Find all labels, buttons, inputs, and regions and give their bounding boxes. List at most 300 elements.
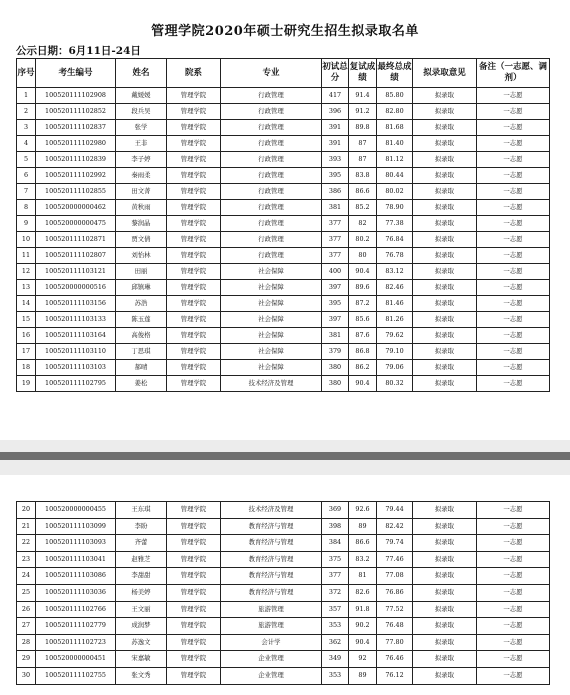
table-cell: 段兵吴 bbox=[116, 104, 167, 120]
table-cell: 19 bbox=[17, 376, 36, 392]
table-row bbox=[17, 152, 550, 168]
table-cell: 82.80 bbox=[377, 104, 413, 120]
table-cell: 一志愿 bbox=[477, 296, 550, 312]
table-cell: 一志愿 bbox=[477, 136, 550, 152]
table-cell: 87.6 bbox=[349, 328, 377, 344]
table-cell: 100520111102980 bbox=[36, 136, 116, 152]
table-cell: 91.4 bbox=[349, 88, 377, 104]
table-cell: 行政管理 bbox=[221, 248, 322, 264]
table-row bbox=[17, 120, 550, 136]
table-cell: 行政管理 bbox=[221, 200, 322, 216]
table-cell: 100520111103110 bbox=[36, 344, 116, 360]
table-cell: 会计学 bbox=[221, 634, 322, 651]
header-cell: 复试成绩 bbox=[349, 59, 377, 88]
table-cell: 30 bbox=[17, 667, 36, 684]
table-cell: 86.6 bbox=[349, 535, 377, 552]
table-cell: 企业管理 bbox=[221, 651, 322, 668]
table-cell: 77.08 bbox=[377, 568, 413, 585]
table-cell: 100520000000451 bbox=[36, 651, 116, 668]
table-cell: 一志愿 bbox=[477, 328, 550, 344]
table-cell: 管理学院 bbox=[167, 152, 221, 168]
table-cell: 100520111102779 bbox=[36, 618, 116, 635]
table-cell: 92 bbox=[349, 651, 377, 668]
table-cell: 一志愿 bbox=[477, 232, 550, 248]
table-cell: 管理学院 bbox=[167, 184, 221, 200]
table-cell: 83.12 bbox=[377, 264, 413, 280]
table-row bbox=[17, 104, 550, 120]
table-cell: 管理学院 bbox=[167, 568, 221, 585]
table-cell: 一志愿 bbox=[477, 360, 550, 376]
table-cell: 行政管理 bbox=[221, 184, 322, 200]
table-cell: 管理学院 bbox=[167, 518, 221, 535]
table-cell: 旅游管理 bbox=[221, 601, 322, 618]
table-cell: 王非 bbox=[116, 136, 167, 152]
table-cell: 技术经济及管理 bbox=[221, 502, 322, 519]
table-cell: 行政管理 bbox=[221, 152, 322, 168]
table-cell: 76.12 bbox=[377, 667, 413, 684]
table-cell: 拟录取 bbox=[413, 136, 477, 152]
table-cell: 拟录取 bbox=[413, 312, 477, 328]
table-cell: 管理学院 bbox=[167, 601, 221, 618]
table-cell: 87 bbox=[349, 136, 377, 152]
table-cell: 13 bbox=[17, 280, 36, 296]
table-cell: 管理学院 bbox=[167, 551, 221, 568]
table-cell: 管理学院 bbox=[167, 216, 221, 232]
table-cell: 395 bbox=[322, 168, 349, 184]
table-cell: 拟录取 bbox=[413, 535, 477, 552]
table-cell: 贾文倩 bbox=[116, 232, 167, 248]
table-cell: 黎润晶 bbox=[116, 216, 167, 232]
table-cell: 宋嘉敏 bbox=[116, 651, 167, 668]
table-cell: 3 bbox=[17, 120, 36, 136]
table-row bbox=[17, 502, 550, 519]
table-cell: 社会保障 bbox=[221, 264, 322, 280]
table-cell: 社会保障 bbox=[221, 328, 322, 344]
table-cell: 91.8 bbox=[349, 601, 377, 618]
table-cell: 一志愿 bbox=[477, 651, 550, 668]
table-cell: 管理学院 bbox=[167, 618, 221, 635]
table-cell: 100520111103036 bbox=[36, 584, 116, 601]
table-cell: 教育经济与管理 bbox=[221, 584, 322, 601]
table-cell: 80.2 bbox=[349, 232, 377, 248]
table-cell: 395 bbox=[322, 296, 349, 312]
table-cell: 行政管理 bbox=[221, 88, 322, 104]
table-cell: 22 bbox=[17, 535, 36, 552]
table-cell: 管理学院 bbox=[167, 296, 221, 312]
table-cell: 77.46 bbox=[377, 551, 413, 568]
table-cell: 377 bbox=[322, 568, 349, 585]
table-row bbox=[17, 376, 550, 392]
table-row bbox=[17, 312, 550, 328]
table-cell: 10 bbox=[17, 232, 36, 248]
table-cell: 89.8 bbox=[349, 120, 377, 136]
table-cell: 81.68 bbox=[377, 120, 413, 136]
table-cell: 拟录取 bbox=[413, 651, 477, 668]
table-cell: 拟录取 bbox=[413, 264, 477, 280]
table-cell: 拟录取 bbox=[413, 551, 477, 568]
table-cell: 16 bbox=[17, 328, 36, 344]
table-row bbox=[17, 200, 550, 216]
table-row bbox=[17, 232, 550, 248]
table-cell: 拟录取 bbox=[413, 618, 477, 635]
table-cell: 100520000000475 bbox=[36, 216, 116, 232]
table-cell: 90.4 bbox=[349, 264, 377, 280]
table-cell: 372 bbox=[322, 584, 349, 601]
table-row bbox=[17, 248, 550, 264]
table-cell: 14 bbox=[17, 296, 36, 312]
header-cell: 序号 bbox=[17, 59, 36, 88]
table-row bbox=[17, 88, 550, 104]
table-cell: 一志愿 bbox=[477, 535, 550, 552]
table-row bbox=[17, 136, 550, 152]
table-cell: 384 bbox=[322, 535, 349, 552]
table-cell: 21 bbox=[17, 518, 36, 535]
table-cell: 377 bbox=[322, 248, 349, 264]
table-cell: 拟录取 bbox=[413, 376, 477, 392]
table-row bbox=[17, 618, 550, 635]
table-cell: 2 bbox=[17, 104, 36, 120]
table-cell: 一志愿 bbox=[477, 152, 550, 168]
table-cell: 79.10 bbox=[377, 344, 413, 360]
table-cell: 拟录取 bbox=[413, 502, 477, 519]
table-cell: 398 bbox=[322, 518, 349, 535]
table-cell: 一志愿 bbox=[477, 264, 550, 280]
table-cell: 拟录取 bbox=[413, 584, 477, 601]
table-cell: 拟录取 bbox=[413, 168, 477, 184]
table-cell: 一志愿 bbox=[477, 601, 550, 618]
table-cell: 25 bbox=[17, 584, 36, 601]
table-cell: 90.2 bbox=[349, 618, 377, 635]
table-cell: 380 bbox=[322, 360, 349, 376]
table-cell: 100520000000516 bbox=[36, 280, 116, 296]
table-row bbox=[17, 584, 550, 601]
table-cell: 353 bbox=[322, 618, 349, 635]
table-cell: 杨美婷 bbox=[116, 584, 167, 601]
table-cell: 齐蕾 bbox=[116, 535, 167, 552]
table-cell: 管理学院 bbox=[167, 88, 221, 104]
table-cell: 391 bbox=[322, 136, 349, 152]
table-cell: 357 bbox=[322, 601, 349, 618]
table-cell: 80.32 bbox=[377, 376, 413, 392]
table-cell: 417 bbox=[322, 88, 349, 104]
table-cell: 黄秋雨 bbox=[116, 200, 167, 216]
table-cell: 87 bbox=[349, 152, 377, 168]
table-cell: 拟录取 bbox=[413, 568, 477, 585]
table-cell: 管理学院 bbox=[167, 360, 221, 376]
table-cell: 86.8 bbox=[349, 344, 377, 360]
table-cell: 管理学院 bbox=[167, 136, 221, 152]
table-row bbox=[17, 667, 550, 684]
table-cell: 拟录取 bbox=[413, 88, 477, 104]
table-row bbox=[17, 601, 550, 618]
table-cell: 管理学院 bbox=[167, 634, 221, 651]
table-cell: 一志愿 bbox=[477, 568, 550, 585]
table-row bbox=[17, 551, 550, 568]
table-cell: 管理学院 bbox=[167, 535, 221, 552]
table-cell: 管理学院 bbox=[167, 168, 221, 184]
table-cell: 一志愿 bbox=[477, 88, 550, 104]
table-cell: 89 bbox=[349, 667, 377, 684]
table-cell: 管理学院 bbox=[167, 248, 221, 264]
table-cell: 81.40 bbox=[377, 136, 413, 152]
table-cell: 81.12 bbox=[377, 152, 413, 168]
table-cell: 王文丽 bbox=[116, 601, 167, 618]
table-cell: 一志愿 bbox=[477, 618, 550, 635]
table-cell: 89 bbox=[349, 518, 377, 535]
table-cell: 管理学院 bbox=[167, 280, 221, 296]
table-cell: 一志愿 bbox=[477, 216, 550, 232]
table-cell: 王东琪 bbox=[116, 502, 167, 519]
table-cell: 一志愿 bbox=[477, 280, 550, 296]
table-cell: 400 bbox=[322, 264, 349, 280]
admission-table-page-2 bbox=[16, 501, 550, 685]
table-cell: 81.26 bbox=[377, 312, 413, 328]
table-cell: 一志愿 bbox=[477, 551, 550, 568]
table-cell: 77.38 bbox=[377, 216, 413, 232]
table-cell: 张文秀 bbox=[116, 667, 167, 684]
table-cell: 100520111102837 bbox=[36, 120, 116, 136]
table-cell: 82.42 bbox=[377, 518, 413, 535]
table-cell: 6 bbox=[17, 168, 36, 184]
table-cell: 100520111103133 bbox=[36, 312, 116, 328]
table-cell: 管理学院 bbox=[167, 376, 221, 392]
table-cell: 一志愿 bbox=[477, 376, 550, 392]
table-cell: 79.74 bbox=[377, 535, 413, 552]
table-cell: 380 bbox=[322, 376, 349, 392]
table-cell: 89.6 bbox=[349, 280, 377, 296]
table-cell: 12 bbox=[17, 264, 36, 280]
table-cell: 397 bbox=[322, 280, 349, 296]
table-cell: 79.62 bbox=[377, 328, 413, 344]
table-cell: 一志愿 bbox=[477, 584, 550, 601]
table-cell: 86.2 bbox=[349, 360, 377, 376]
table-cell: 管理学院 bbox=[167, 667, 221, 684]
table-cell: 82.6 bbox=[349, 584, 377, 601]
table-cell: 85.2 bbox=[349, 200, 377, 216]
table-cell: 11 bbox=[17, 248, 36, 264]
table-cell: 100520111102839 bbox=[36, 152, 116, 168]
table-cell: 86.6 bbox=[349, 184, 377, 200]
table-cell: 拟录取 bbox=[413, 518, 477, 535]
table-cell: 90.4 bbox=[349, 376, 377, 392]
table-cell: 秦雨柔 bbox=[116, 168, 167, 184]
table-cell: 7 bbox=[17, 184, 36, 200]
table-cell: 100520111102852 bbox=[36, 104, 116, 120]
table-cell: 拟录取 bbox=[413, 360, 477, 376]
table-header-row bbox=[17, 59, 550, 88]
table-cell: 15 bbox=[17, 312, 36, 328]
table-cell: 100520000000462 bbox=[36, 200, 116, 216]
table-cell: 拟录取 bbox=[413, 280, 477, 296]
table-cell: 80 bbox=[349, 248, 377, 264]
table-cell: 381 bbox=[322, 200, 349, 216]
table-cell: 一志愿 bbox=[477, 502, 550, 519]
table-cell: 管理学院 bbox=[167, 584, 221, 601]
table-cell: 李甜甜 bbox=[116, 568, 167, 585]
table-cell: 92.6 bbox=[349, 502, 377, 519]
table-cell: 行政管理 bbox=[221, 136, 322, 152]
table-cell: 拟录取 bbox=[413, 104, 477, 120]
table-body bbox=[17, 88, 550, 392]
table-cell: 拟录取 bbox=[413, 232, 477, 248]
table-cell: 100520111103103 bbox=[36, 360, 116, 376]
table-cell: 张学 bbox=[116, 120, 167, 136]
table-cell: 9 bbox=[17, 216, 36, 232]
table-cell: 377 bbox=[322, 216, 349, 232]
table-cell: 379 bbox=[322, 344, 349, 360]
table-cell: 苏逸文 bbox=[116, 634, 167, 651]
table-cell: 刘怡林 bbox=[116, 248, 167, 264]
table-cell: 赵雅芝 bbox=[116, 551, 167, 568]
table-cell: 一志愿 bbox=[477, 168, 550, 184]
table-cell: 391 bbox=[322, 120, 349, 136]
table-cell: 100520111103121 bbox=[36, 264, 116, 280]
table-cell: 李盼 bbox=[116, 518, 167, 535]
table-cell: 397 bbox=[322, 312, 349, 328]
table-cell: 381 bbox=[322, 328, 349, 344]
table-cell: 81 bbox=[349, 568, 377, 585]
table-cell: 81.46 bbox=[377, 296, 413, 312]
table-cell: 行政管理 bbox=[221, 216, 322, 232]
table-cell: 91.2 bbox=[349, 104, 377, 120]
table-cell: 4 bbox=[17, 136, 36, 152]
table-cell: 100520111102855 bbox=[36, 184, 116, 200]
table-cell: 349 bbox=[322, 651, 349, 668]
table-cell: 24 bbox=[17, 568, 36, 585]
table-cell: 行政管理 bbox=[221, 120, 322, 136]
table-cell: 拟录取 bbox=[413, 634, 477, 651]
table-row bbox=[17, 168, 550, 184]
table-cell: 拟录取 bbox=[413, 328, 477, 344]
table-cell: 社会保障 bbox=[221, 360, 322, 376]
table-cell: 8 bbox=[17, 200, 36, 216]
table-cell: 29 bbox=[17, 651, 36, 668]
header-cell: 备注（一志愿、调剂） bbox=[477, 59, 550, 88]
table-cell: 行政管理 bbox=[221, 232, 322, 248]
table-row bbox=[17, 518, 550, 535]
admission-table-page-1 bbox=[16, 58, 550, 392]
table-cell: 100520111103086 bbox=[36, 568, 116, 585]
table-cell: 拟录取 bbox=[413, 667, 477, 684]
table-cell: 教育经济与管理 bbox=[221, 518, 322, 535]
table-cell: 技术经济及管理 bbox=[221, 376, 322, 392]
header-cell: 院系 bbox=[167, 59, 221, 88]
table-cell: 行政管理 bbox=[221, 104, 322, 120]
table-cell: 87.2 bbox=[349, 296, 377, 312]
table-row bbox=[17, 328, 550, 344]
table-cell: 100520111103099 bbox=[36, 518, 116, 535]
table-row bbox=[17, 296, 550, 312]
table-cell: 邱镇琳 bbox=[116, 280, 167, 296]
table-cell: 管理学院 bbox=[167, 328, 221, 344]
table-cell: 100520111103041 bbox=[36, 551, 116, 568]
page-title: 管理学院2020年硕士研究生招生拟录取名单 bbox=[151, 24, 419, 39]
table-cell: 拟录取 bbox=[413, 216, 477, 232]
table-cell: 362 bbox=[322, 634, 349, 651]
table-cell: 一志愿 bbox=[477, 104, 550, 120]
table-cell: 高俊格 bbox=[116, 328, 167, 344]
table-cell: 一志愿 bbox=[477, 344, 550, 360]
table-cell: 100520111102723 bbox=[36, 634, 116, 651]
header-cell: 姓名 bbox=[116, 59, 167, 88]
table-row bbox=[17, 280, 550, 296]
table-cell: 一志愿 bbox=[477, 248, 550, 264]
notice-date: 公示日期：6月11日-24日 bbox=[16, 45, 141, 57]
table-cell: 一志愿 bbox=[477, 634, 550, 651]
table-cell: 管理学院 bbox=[167, 120, 221, 136]
table-cell: 375 bbox=[322, 551, 349, 568]
table-cell: 管理学院 bbox=[167, 264, 221, 280]
table-cell: 教育经济与管理 bbox=[221, 551, 322, 568]
table-row bbox=[17, 568, 550, 585]
table-cell: 管理学院 bbox=[167, 232, 221, 248]
table-cell: 拟录取 bbox=[413, 200, 477, 216]
table-cell: 76.78 bbox=[377, 248, 413, 264]
table-cell: 郝晴 bbox=[116, 360, 167, 376]
table-cell: 管理学院 bbox=[167, 312, 221, 328]
table-row bbox=[17, 184, 550, 200]
table-cell: 管理学院 bbox=[167, 200, 221, 216]
table-cell: 行政管理 bbox=[221, 168, 322, 184]
table-cell: 79.44 bbox=[377, 502, 413, 519]
table-cell: 83.2 bbox=[349, 551, 377, 568]
table-row bbox=[17, 634, 550, 651]
table-cell: 教育经济与管理 bbox=[221, 568, 322, 585]
table-cell: 100520111103164 bbox=[36, 328, 116, 344]
table-cell: 姜松 bbox=[116, 376, 167, 392]
table-cell: 一志愿 bbox=[477, 184, 550, 200]
header-cell: 拟录取意见 bbox=[413, 59, 477, 88]
table-cell: 100520111102992 bbox=[36, 168, 116, 184]
table-cell: 拟录取 bbox=[413, 152, 477, 168]
table-cell: 教育经济与管理 bbox=[221, 535, 322, 552]
table-cell: 396 bbox=[322, 104, 349, 120]
table-cell: 353 bbox=[322, 667, 349, 684]
table-cell: 管理学院 bbox=[167, 344, 221, 360]
table-cell: 100520111102807 bbox=[36, 248, 116, 264]
table-cell: 一志愿 bbox=[477, 518, 550, 535]
table-cell: 100520111102871 bbox=[36, 232, 116, 248]
page-divider bbox=[0, 452, 570, 460]
table-cell: 369 bbox=[322, 502, 349, 519]
table-cell: 苏浩 bbox=[116, 296, 167, 312]
table-cell: 80.44 bbox=[377, 168, 413, 184]
table-cell: 23 bbox=[17, 551, 36, 568]
table-cell: 85.80 bbox=[377, 88, 413, 104]
table-cell: 社会保障 bbox=[221, 280, 322, 296]
table-cell: 田丽 bbox=[116, 264, 167, 280]
table-cell: 社会保障 bbox=[221, 312, 322, 328]
table-cell: 社会保障 bbox=[221, 296, 322, 312]
table-cell: 陈玉莲 bbox=[116, 312, 167, 328]
table-cell: 79.06 bbox=[377, 360, 413, 376]
table-cell: 管理学院 bbox=[167, 502, 221, 519]
table-cell: 旅游管理 bbox=[221, 618, 322, 635]
table-cell: 拟录取 bbox=[413, 601, 477, 618]
table-cell: 76.84 bbox=[377, 232, 413, 248]
table-cell: 社会保障 bbox=[221, 344, 322, 360]
table-cell: 拟录取 bbox=[413, 296, 477, 312]
table-cell: 77.52 bbox=[377, 601, 413, 618]
table-cell: 386 bbox=[322, 184, 349, 200]
table-cell: 100520111102766 bbox=[36, 601, 116, 618]
table-cell: 100520111102908 bbox=[36, 88, 116, 104]
table-cell: 5 bbox=[17, 152, 36, 168]
table-cell: 企业管理 bbox=[221, 667, 322, 684]
table-cell: 377 bbox=[322, 232, 349, 248]
table-cell: 82.46 bbox=[377, 280, 413, 296]
table-cell: 田文菁 bbox=[116, 184, 167, 200]
